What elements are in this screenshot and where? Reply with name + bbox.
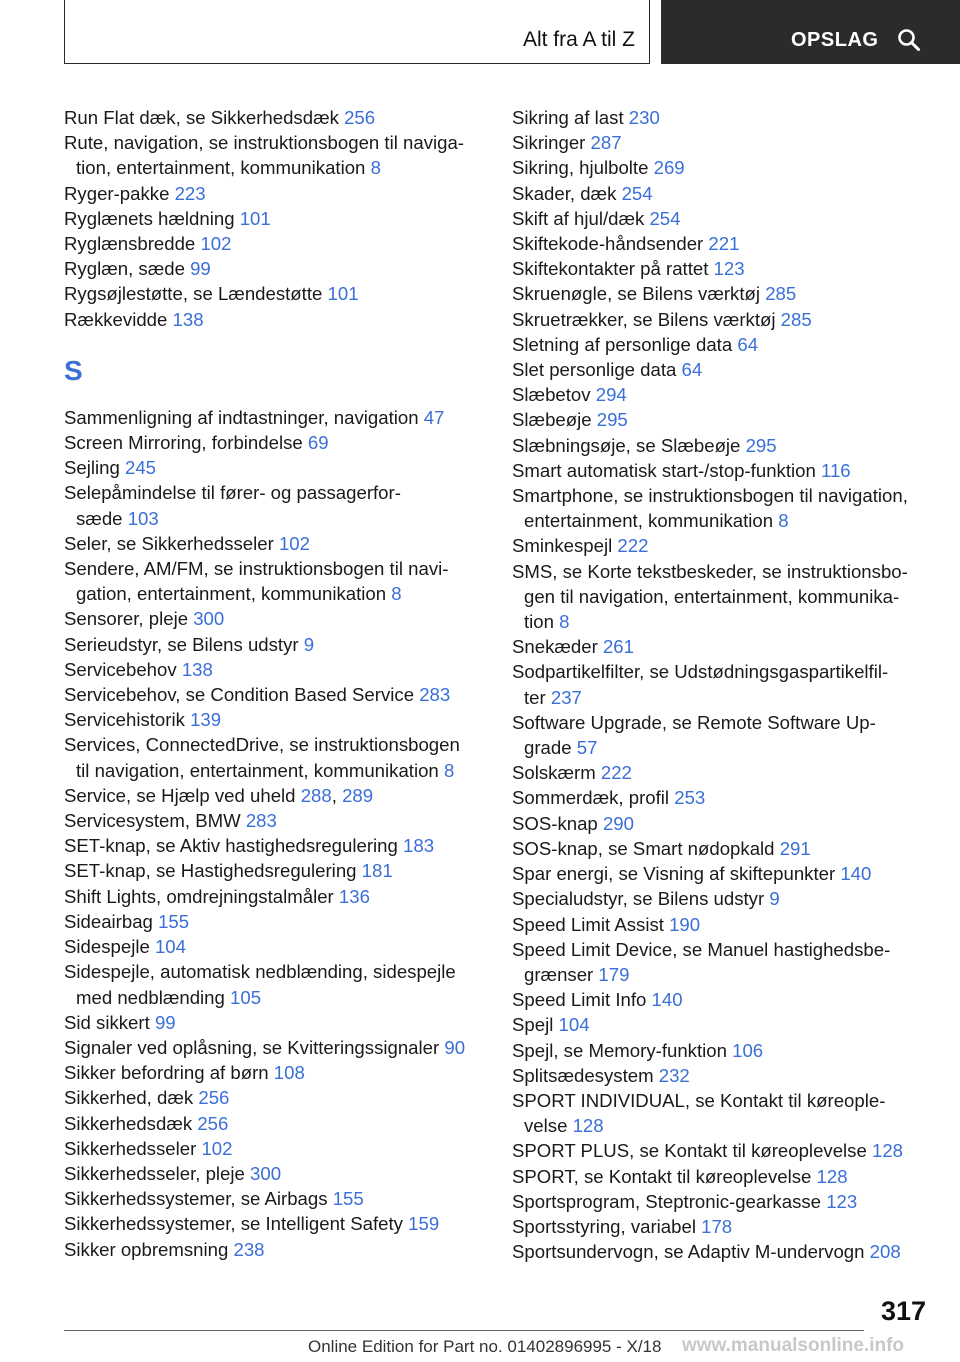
page-reference-link[interactable]: 288 bbox=[300, 784, 332, 806]
index-entry-text: Sikkerhed, dæk bbox=[64, 1087, 194, 1109]
index-entry-text: Spejl bbox=[512, 1014, 554, 1036]
index-entry-text: tion bbox=[524, 611, 554, 633]
page-reference-link[interactable]: 8 bbox=[443, 759, 455, 781]
index-entry-text: Solskærm bbox=[512, 762, 596, 784]
index-entry bbox=[64, 307, 484, 332]
index-entry bbox=[512, 1138, 942, 1163]
index-entry bbox=[512, 937, 942, 962]
index-entry-continuation bbox=[64, 155, 484, 180]
index-entry-text: Sommerdæk, profil bbox=[512, 787, 670, 809]
index-entry-text: Rute, navigation, se instruktionsbogen til naviga- bbox=[64, 132, 465, 154]
index-entry-text: SET-knap, se Aktiv hastighedsregulering bbox=[64, 835, 398, 857]
index-entry bbox=[64, 206, 484, 231]
index-entry bbox=[64, 531, 484, 556]
page-reference-link[interactable]: 285 bbox=[765, 283, 797, 305]
index-entry bbox=[512, 181, 942, 206]
page-reference-link[interactable]: 57 bbox=[576, 737, 598, 759]
page-reference-link[interactable]: 256 bbox=[198, 1087, 230, 1109]
index-entry bbox=[64, 833, 484, 858]
index-entry-text: Sensorer, pleje bbox=[64, 608, 189, 630]
index-entry bbox=[512, 634, 942, 659]
index-entry-continuation bbox=[64, 758, 484, 783]
index-entry bbox=[64, 1035, 484, 1060]
index-entry bbox=[512, 1012, 942, 1037]
index-entry-text: Serieudstyr, se Bilens udstyr bbox=[64, 633, 299, 655]
page-reference-link[interactable]: 230 bbox=[628, 107, 660, 128]
index-entry-text: Screen Mirroring, forbindelse bbox=[64, 432, 303, 454]
index-entry-text: SOS-knap bbox=[512, 812, 598, 834]
page-reference-link[interactable]: 256 bbox=[197, 1112, 229, 1134]
index-column-left bbox=[64, 105, 484, 1262]
index-entry-text: Ryglænsbredde bbox=[64, 233, 196, 255]
index-entry bbox=[512, 1063, 942, 1088]
index-entry-text: Slet personlige data bbox=[512, 359, 677, 381]
page-reference-link[interactable]: 128 bbox=[572, 1115, 604, 1137]
page-reference-link[interactable]: 101 bbox=[327, 283, 359, 305]
section-title: Alt fra A til Z bbox=[522, 28, 635, 51]
page-reference-link[interactable]: 8 bbox=[778, 510, 789, 532]
index-entry-text: SPORT INDIVIDUAL, se Kontakt til køreople- bbox=[512, 1089, 886, 1111]
page-reference-link[interactable]: 155 bbox=[332, 1188, 364, 1210]
page-reference-link[interactable]: 238 bbox=[233, 1238, 265, 1260]
page-reference-link[interactable]: 300 bbox=[250, 1162, 282, 1184]
page-reference-link[interactable]: 256 bbox=[344, 107, 376, 128]
index-entry-text: Sikring af last bbox=[512, 107, 624, 128]
index-entry-text: tion, entertainment, kommunikation bbox=[76, 157, 366, 179]
index-entry bbox=[512, 231, 942, 256]
index-entry-text: Sikkerhedsseler bbox=[64, 1137, 197, 1159]
page-reference-link[interactable]: 289 bbox=[342, 784, 374, 806]
index-entry bbox=[64, 1060, 484, 1085]
index-entry-text: Skiftekontakter på rattet bbox=[512, 258, 709, 280]
index-entry bbox=[64, 1010, 484, 1035]
index-entry bbox=[512, 407, 942, 432]
page-reference-link[interactable]: 223 bbox=[174, 182, 206, 204]
index-entry-text: Splitsædesystem bbox=[512, 1064, 654, 1086]
page-reference-link[interactable]: 178 bbox=[701, 1215, 733, 1237]
index-entry bbox=[512, 659, 942, 684]
index-entry bbox=[64, 632, 484, 657]
index-entry bbox=[64, 1085, 484, 1110]
index-entry bbox=[64, 959, 484, 984]
index-column-right bbox=[512, 105, 942, 1264]
index-entry bbox=[64, 231, 484, 256]
index-entry-text: Skader, dæk bbox=[512, 182, 617, 204]
page-reference-link[interactable]: 290 bbox=[602, 812, 634, 834]
index-entry bbox=[64, 707, 484, 732]
index-entry-text: Sendere, AM/FM, se instruktionsbogen til navi- bbox=[64, 558, 449, 580]
index-entry-text: Skiftekode-håndsender bbox=[512, 233, 704, 255]
page-reference-link[interactable]: 232 bbox=[658, 1064, 690, 1086]
index-entry-continuation bbox=[512, 735, 942, 760]
page-reference-link[interactable]: 9 bbox=[769, 888, 780, 910]
page-reference-link[interactable]: 105 bbox=[230, 986, 262, 1008]
index-entry bbox=[512, 533, 942, 558]
index-entry-text: gation, entertainment, kommunikation bbox=[76, 583, 387, 605]
page-reference-link[interactable]: 283 bbox=[419, 684, 451, 706]
page-reference-link[interactable]: 108 bbox=[273, 1062, 305, 1084]
index-entry-text: Sammenligning af indtastninger, navigation bbox=[64, 406, 419, 428]
index-entry-text: Sikring, hjulbolte bbox=[512, 157, 649, 179]
index-entry-text: Specialudstyr, se Bilens udstyr bbox=[512, 888, 765, 910]
index-entry-text: Sletning af personlige data bbox=[512, 333, 733, 355]
index-entry-text: Rygsøjlestøtte, se Lændestøtte bbox=[64, 283, 323, 305]
search-icon bbox=[897, 28, 921, 52]
index-entry-text: Service, se Hjælp ved uheld bbox=[64, 784, 296, 806]
index-entry bbox=[64, 1237, 484, 1262]
index-entry-text: Servicebehov, se Condition Based Service bbox=[64, 684, 415, 706]
index-entry bbox=[64, 1211, 484, 1236]
index-entry-text: Speed Limit Info bbox=[512, 989, 647, 1011]
index-entry bbox=[64, 682, 484, 707]
page-reference-link[interactable]: 106 bbox=[732, 1039, 764, 1061]
page-reference-link[interactable]: 283 bbox=[245, 810, 277, 832]
search-label: OPSLAG bbox=[791, 29, 879, 51]
index-entry bbox=[512, 256, 942, 281]
index-entry-text: til navigation, entertainment, kommunikation bbox=[76, 759, 439, 781]
index-entry-text: Services, ConnectedDrive, se instruktionsbogen bbox=[64, 734, 460, 756]
index-entry-text: Sportsundervogn, se Adaptiv M-undervogn bbox=[512, 1241, 865, 1263]
index-entry bbox=[512, 1038, 942, 1063]
index-entry-text: Sidespejle bbox=[64, 936, 150, 958]
page-reference-link[interactable]: 128 bbox=[872, 1140, 904, 1162]
page-reference-link[interactable]: 8 bbox=[559, 611, 570, 633]
index-entry-continuation bbox=[512, 584, 942, 609]
page-reference-link[interactable]: 64 bbox=[681, 359, 703, 381]
index-entry bbox=[64, 556, 484, 581]
page-reference-link[interactable]: 103 bbox=[127, 507, 159, 529]
index-entry bbox=[512, 710, 942, 735]
index-entry bbox=[512, 836, 942, 861]
page-number: 317 bbox=[880, 1296, 926, 1326]
page-reference-link[interactable]: 139 bbox=[190, 709, 222, 731]
page-reference-link[interactable]: 245 bbox=[125, 457, 157, 479]
index-entry-text: grænser bbox=[524, 963, 594, 985]
index-entry-text: Ryger-pakke bbox=[64, 182, 170, 204]
index-entry-text: entertainment, kommunikation bbox=[524, 510, 774, 532]
page-reference-link[interactable]: 222 bbox=[617, 535, 649, 557]
index-letter-heading: S bbox=[64, 354, 83, 386]
index-entry-text: Spar energi, se Visning af skiftepunkter bbox=[512, 863, 836, 885]
index-entry bbox=[512, 1214, 942, 1239]
index-entry bbox=[64, 884, 484, 909]
index-entry-text: Skift af hjul/dæk bbox=[512, 207, 645, 229]
watermark: www.manualsonline.info bbox=[682, 1335, 905, 1356]
index-entry-continuation bbox=[512, 685, 942, 710]
index-entry bbox=[64, 1111, 484, 1136]
section-tab[interactable] bbox=[64, 0, 650, 64]
index-entry-text: SPORT, se Kontakt til køreoplevelse bbox=[512, 1165, 812, 1187]
page-reference-link[interactable]: 261 bbox=[602, 636, 634, 658]
page-reference-link[interactable]: 123 bbox=[713, 258, 745, 280]
index-entry bbox=[64, 455, 484, 480]
page-reference-link[interactable]: 102 bbox=[278, 532, 310, 554]
page-reference-link[interactable]: 190 bbox=[669, 913, 701, 935]
index-entry-text: Sminkespejl bbox=[512, 535, 613, 557]
page-reference-link[interactable]: 300 bbox=[193, 608, 225, 630]
index-entry-text: Slæbeøje bbox=[512, 409, 592, 431]
index-entry-text: Slæbetov bbox=[512, 384, 591, 406]
index-entry-continuation bbox=[512, 1113, 942, 1138]
index-entry bbox=[512, 861, 942, 886]
index-entry-text: Sportsprogram, Steptronic-gearkasse bbox=[512, 1190, 822, 1212]
index-entry bbox=[512, 307, 942, 332]
index-entry-text: med nedblænding bbox=[76, 986, 225, 1008]
index-entry-text: SOS-knap, se Smart nødopkald bbox=[512, 837, 775, 859]
index-entry bbox=[64, 732, 484, 757]
index-entry-text: Ryglænets hældning bbox=[64, 207, 235, 229]
index-entry-text: Sid sikkert bbox=[64, 1011, 150, 1033]
page-reference-link[interactable]: 90 bbox=[444, 1036, 466, 1058]
page-reference-link[interactable]: 140 bbox=[651, 989, 683, 1011]
page-reference-link[interactable]: 102 bbox=[201, 1137, 233, 1159]
index-entry bbox=[512, 483, 942, 508]
index-entry-text: SMS, se Korte tekstbeskeder, se instruktionsbo- bbox=[512, 560, 908, 582]
index-entry bbox=[64, 1136, 484, 1161]
page-reference-link[interactable]: 138 bbox=[181, 658, 213, 680]
footer-text: Online Edition for Part no. 01402896995 - X/18 bbox=[308, 1337, 662, 1356]
index-entry bbox=[512, 886, 942, 911]
index-entry bbox=[512, 281, 942, 306]
index-entry-text: Ryglæn, sæde bbox=[64, 258, 185, 280]
search-button[interactable] bbox=[661, 0, 960, 64]
index-entry-text: Sikkerhedssystemer, se Intelligent Safety bbox=[64, 1213, 403, 1235]
index-entry bbox=[64, 430, 484, 455]
index-entry bbox=[64, 256, 484, 281]
index-entry-text: Seler, se Sikkerhedsseler bbox=[64, 532, 274, 554]
index-entry bbox=[512, 1239, 942, 1264]
page-reference-link[interactable]: 104 bbox=[558, 1014, 590, 1036]
index-entry-text: Skruenøgle, se Bilens værktøj bbox=[512, 283, 761, 305]
index-entry bbox=[64, 808, 484, 833]
page-reference-link[interactable]: 69 bbox=[307, 432, 329, 454]
page-reference-link[interactable]: 99 bbox=[190, 258, 211, 280]
page-reference-link[interactable]: 254 bbox=[649, 207, 681, 229]
index-entry-text: Sidespejle, automatisk nedblænding, sidespejle bbox=[64, 961, 456, 983]
index-entry bbox=[64, 934, 484, 959]
index-entry-text: ter bbox=[524, 686, 546, 708]
index-entry bbox=[64, 281, 484, 306]
index-entry-text: Sideairbag bbox=[64, 910, 153, 932]
page-reference-link[interactable]: 254 bbox=[621, 182, 653, 204]
index-entry-text: Slæbningsøje, se Slæbeøje bbox=[512, 434, 741, 456]
index-entry-text: Software Upgrade, se Remote Software Up- bbox=[512, 711, 876, 733]
index-entry bbox=[512, 1189, 942, 1214]
page-reference-link[interactable]: 294 bbox=[595, 384, 627, 406]
index-entry-text: Sikkerhedssystemer, se Airbags bbox=[64, 1188, 328, 1210]
page-reference-link[interactable]: 159 bbox=[408, 1213, 440, 1235]
index-entry bbox=[512, 357, 942, 382]
index-entry: Service, se Hjælp ved uheld 288, 289 bbox=[64, 784, 374, 806]
index-entry-text: Run Flat dæk, se Sikkerhedsdæk bbox=[64, 107, 339, 128]
page-reference-link[interactable]: 181 bbox=[361, 860, 393, 882]
index-entry-text: Snekæder bbox=[512, 636, 598, 658]
index-entry bbox=[512, 987, 942, 1012]
page-reference-link[interactable]: 221 bbox=[708, 233, 740, 255]
index-entry bbox=[512, 206, 942, 231]
index-entry bbox=[512, 332, 942, 357]
index-entry-continuation bbox=[512, 962, 942, 987]
page-reference-link[interactable]: 123 bbox=[826, 1190, 858, 1212]
index-entry bbox=[64, 606, 484, 631]
index-entry-text: Sikkerhedsseler, pleje bbox=[64, 1162, 245, 1184]
footer-divider bbox=[64, 1330, 864, 1331]
index-entry bbox=[64, 480, 484, 505]
index-entry-continuation bbox=[512, 508, 942, 533]
index-entry bbox=[512, 105, 942, 130]
index-entry bbox=[512, 130, 942, 155]
page-reference-link[interactable]: 208 bbox=[869, 1241, 901, 1263]
page-reference-link[interactable]: 253 bbox=[674, 787, 706, 809]
index-entry bbox=[512, 1088, 942, 1113]
page-reference-link[interactable]: 140 bbox=[840, 863, 872, 885]
index-entry-text: Spejl, se Memory-funktion bbox=[512, 1039, 727, 1061]
index-entry-text: Sportsstyring, variabel bbox=[512, 1215, 696, 1237]
index-entry-text: velse bbox=[524, 1115, 568, 1137]
index-entry-continuation bbox=[64, 985, 484, 1010]
page-reference-link[interactable]: 116 bbox=[820, 459, 851, 481]
page-reference-link[interactable]: 102 bbox=[200, 233, 232, 255]
index-entry bbox=[512, 382, 942, 407]
index-entry-text: Sikkerhedsdæk bbox=[64, 1112, 193, 1134]
index-entry bbox=[64, 130, 484, 155]
index-entry bbox=[512, 811, 942, 836]
page-reference-link[interactable]: 8 bbox=[391, 583, 402, 605]
page-reference-link[interactable]: 222 bbox=[600, 762, 632, 784]
index-entry-text: Servicehistorik bbox=[64, 709, 185, 731]
page-reference-link[interactable]: 99 bbox=[154, 1011, 176, 1033]
index-entry bbox=[64, 657, 484, 682]
page-reference-link[interactable]: 128 bbox=[816, 1165, 848, 1187]
page-reference-link[interactable]: 155 bbox=[158, 910, 190, 932]
page-reference-link[interactable]: 138 bbox=[172, 308, 204, 330]
index-entry-text: Sejling bbox=[64, 457, 120, 479]
index-entry bbox=[512, 458, 942, 483]
index-entry bbox=[64, 405, 484, 430]
index-entry bbox=[64, 105, 484, 130]
page-reference-link[interactable]: 183 bbox=[403, 835, 435, 857]
index-entry-text: SPORT PLUS, se Kontakt til køreoplevelse bbox=[512, 1140, 867, 1162]
page-reference-link[interactable]: 269 bbox=[653, 157, 685, 179]
page-reference-link[interactable]: 291 bbox=[779, 837, 811, 859]
index-entry bbox=[512, 559, 942, 584]
index-entry-text: Sikker befordring af børn bbox=[64, 1062, 269, 1084]
index-entry-text: SET-knap, se Hastighedsregulering bbox=[64, 860, 357, 882]
index-entry-text: Speed Limit Assist bbox=[512, 913, 664, 935]
page-reference-link[interactable]: 101 bbox=[239, 207, 271, 229]
index-entry-text: Skruetrækker, se Bilens værktøj bbox=[512, 308, 776, 330]
index-entry bbox=[64, 1186, 484, 1211]
index-entry-text: Sikringer bbox=[512, 132, 586, 154]
index-entry bbox=[64, 181, 484, 206]
index-entry-text: gen til navigation, entertainment, kommunika- bbox=[524, 585, 900, 607]
index-entry bbox=[512, 155, 942, 180]
index-entry-text: Shift Lights, omdrejningstalmåler bbox=[64, 885, 334, 907]
index-entry-continuation bbox=[512, 609, 942, 634]
index-entry-text: Signaler ved oplåsning, se Kvitteringssignaler bbox=[64, 1036, 440, 1058]
index-entry bbox=[512, 785, 942, 810]
index-entry bbox=[512, 760, 942, 785]
index-entry-text: grade bbox=[524, 737, 572, 759]
page-reference-link[interactable]: 104 bbox=[154, 936, 186, 958]
index-entry-continuation bbox=[64, 506, 484, 531]
index-entry-text: Smart automatisk start-/stop-funktion bbox=[512, 459, 816, 481]
index-entry-text: sæde bbox=[76, 507, 123, 529]
page-reference-link[interactable]: 136 bbox=[338, 885, 370, 907]
page-reference-link[interactable]: 64 bbox=[737, 333, 759, 355]
index-entry bbox=[512, 433, 942, 458]
index-entry-text: Servicesystem, BMW bbox=[64, 810, 241, 832]
index-entry bbox=[64, 858, 484, 883]
page-reference-link[interactable]: 8 bbox=[370, 157, 381, 179]
index-entry-text: Selepåmindelse til fører- og passagerfor- bbox=[64, 482, 401, 504]
page-reference-link[interactable]: 287 bbox=[590, 132, 622, 154]
index-entry bbox=[64, 1161, 484, 1186]
index-entry-continuation bbox=[64, 581, 484, 606]
index-entry bbox=[512, 912, 942, 937]
index-entry-text: Rækkevidde bbox=[64, 308, 168, 330]
index-entry bbox=[64, 909, 484, 934]
page-reference-link[interactable]: 47 bbox=[423, 406, 445, 428]
page-reference-link[interactable]: 295 bbox=[596, 409, 628, 431]
page-reference-link[interactable]: 285 bbox=[780, 308, 812, 330]
page-reference-link[interactable]: 237 bbox=[550, 686, 582, 708]
index-entry-text: Smartphone, se instruktionsbogen til navigation, bbox=[512, 485, 908, 507]
index-entry-text: Sikker opbremsning bbox=[64, 1238, 229, 1260]
index-entry-text: Sodpartikelfilter, se Udstødningsgaspartikelfil- bbox=[512, 661, 889, 683]
index-entry-text: Servicebehov bbox=[64, 658, 177, 680]
page-reference-link[interactable]: 295 bbox=[745, 434, 777, 456]
page-reference-link[interactable]: 9 bbox=[303, 633, 315, 655]
index-entry bbox=[512, 1164, 942, 1189]
index-entry-text: Speed Limit Device, se Manuel hastighedsbe- bbox=[512, 938, 891, 960]
page-reference-link[interactable]: 179 bbox=[598, 963, 630, 985]
